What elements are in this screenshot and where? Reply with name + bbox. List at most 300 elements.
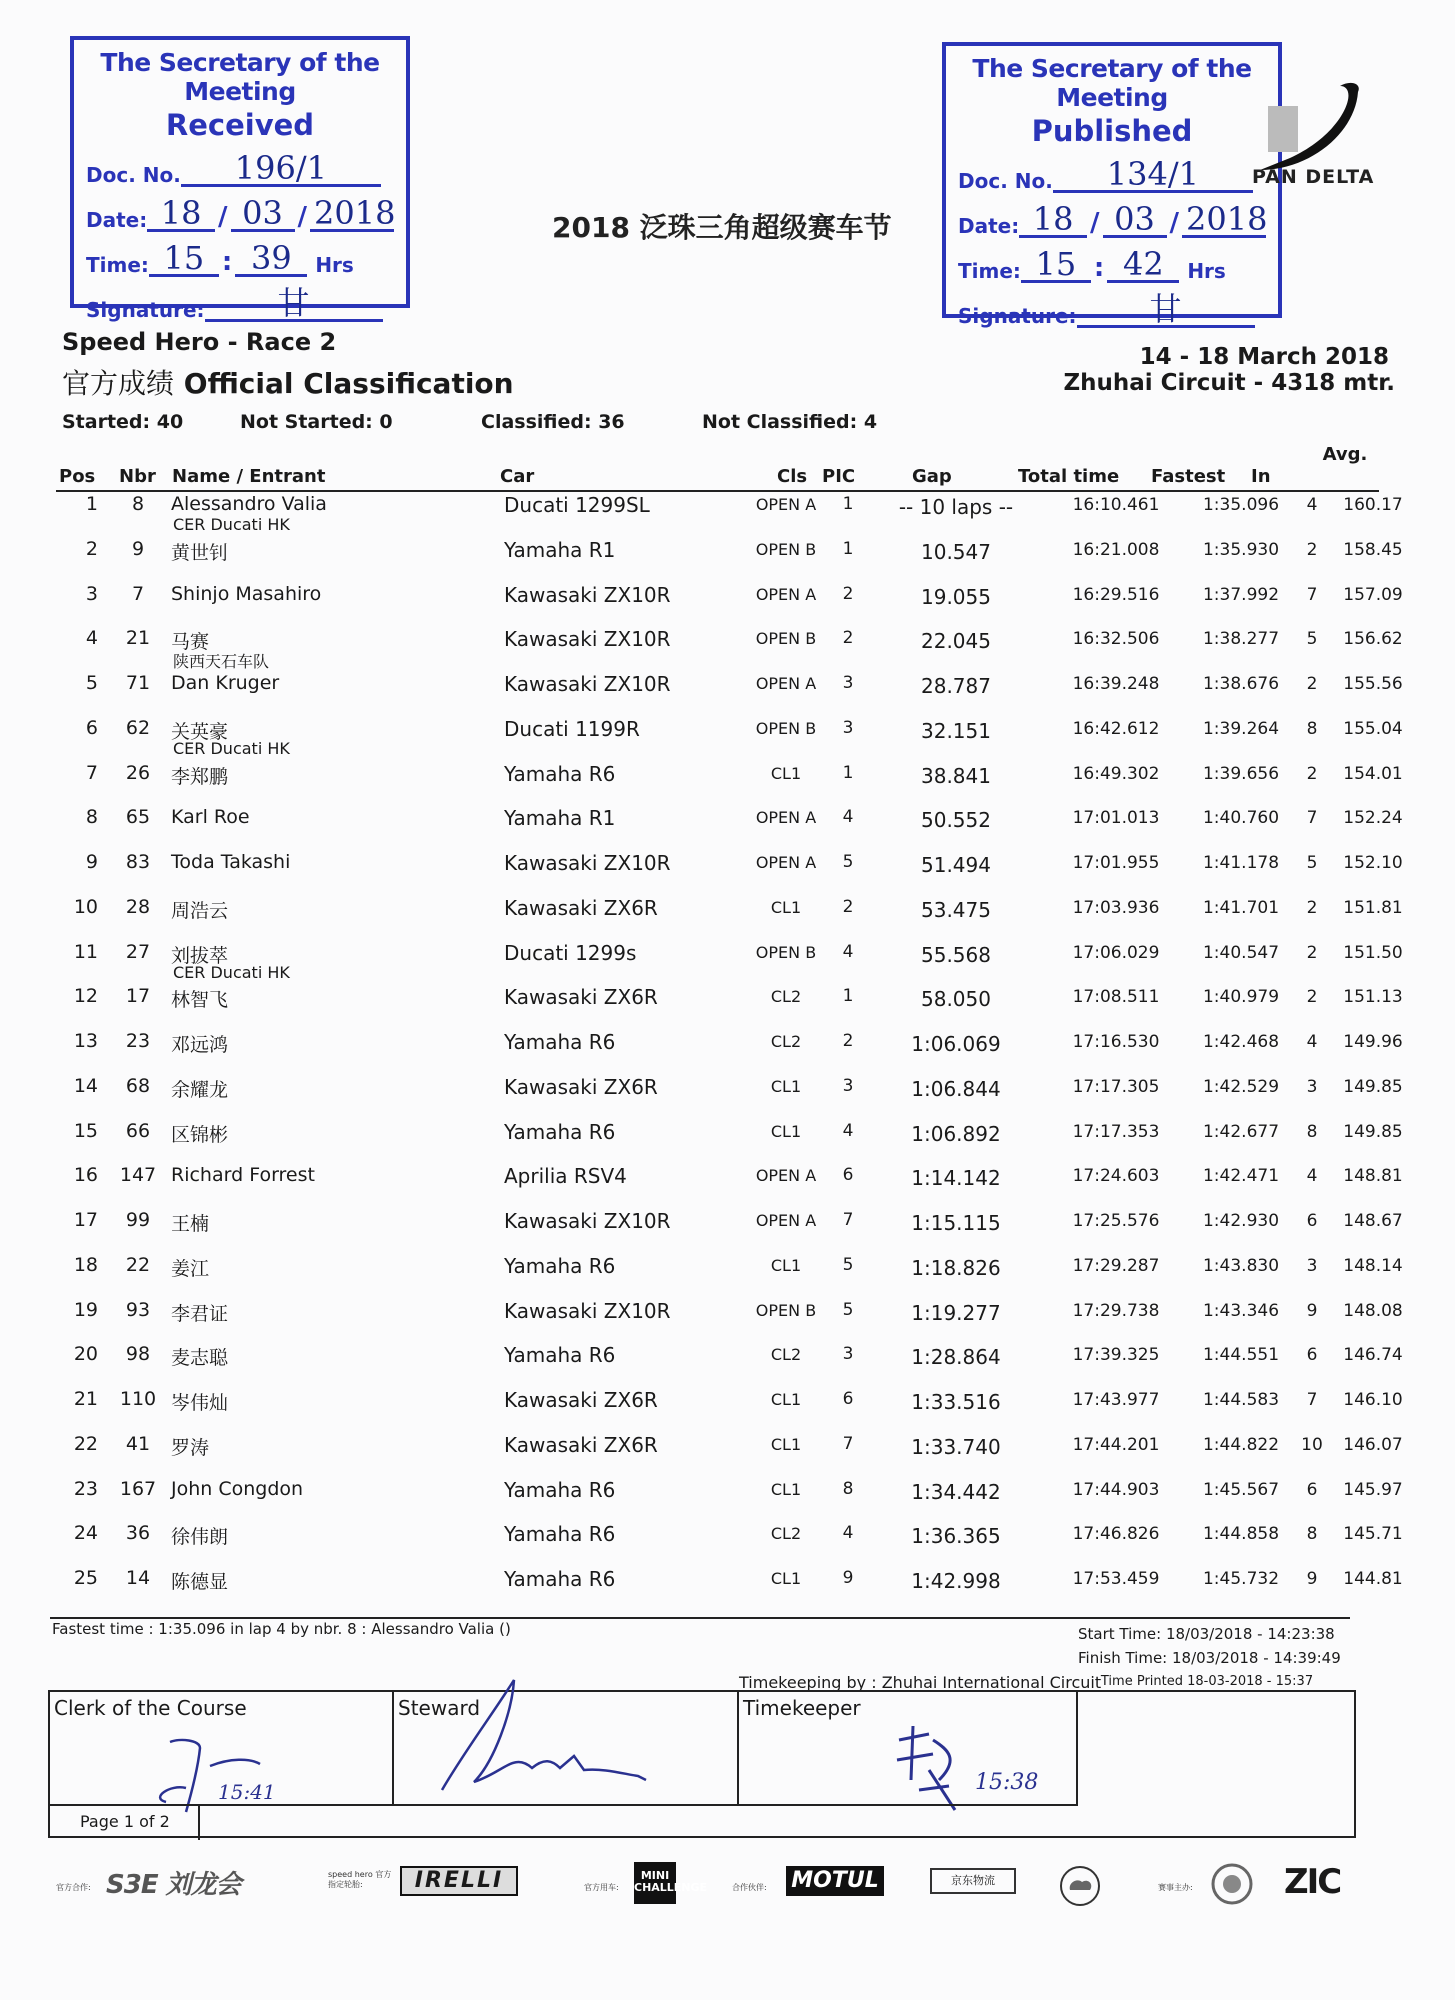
stamp-date-year: 2018: [310, 197, 394, 232]
row-avg-speed: 151.13: [1343, 987, 1403, 1008]
event-title: 2018 泛珠三角超级赛车节: [552, 211, 892, 244]
row-driver-name: Alessandro Valia: [171, 493, 327, 515]
row-car: Yamaha R6: [504, 1522, 616, 1547]
row-position: 14: [73, 1074, 98, 1097]
row-position: 8: [85, 806, 98, 829]
row-driver-name: 李君证: [171, 1302, 229, 1325]
footer-divider: [50, 1617, 1350, 1619]
stamp-doc-number: 196/1: [181, 152, 381, 187]
race-name: Speed Hero - Race 2: [62, 328, 337, 356]
row-avg-speed: 149.85: [1343, 1076, 1403, 1097]
row-position: 25: [73, 1567, 98, 1589]
row-pic: 8: [842, 1478, 854, 1499]
row-fastest-in-lap: 2: [1306, 987, 1318, 1008]
stamp-date-label: Date:: [86, 208, 148, 232]
row-number: 99: [125, 1209, 151, 1231]
row-total-time: 17:17.305: [1072, 1076, 1160, 1097]
row-class: CL2: [770, 987, 802, 1007]
stamp-time-hour: 15: [149, 242, 219, 277]
row-fastest-lap: 1:43.830: [1202, 1255, 1280, 1276]
row-pic: 3: [842, 717, 854, 738]
table-row: [56, 895, 1403, 940]
row-position: 18: [73, 1253, 98, 1276]
row-avg-speed: 145.71: [1343, 1524, 1403, 1545]
row-position: 17: [73, 1209, 98, 1231]
row-fastest-in-lap: 2: [1306, 674, 1318, 694]
row-class: CL1: [770, 1390, 802, 1409]
row-car: Yamaha R1: [504, 806, 616, 831]
row-pic: 3: [842, 673, 854, 693]
stamp-time-row: Time: 15 : 42 Hrs: [958, 245, 1226, 283]
row-position: 9: [85, 851, 98, 873]
steward-signature: [434, 1672, 684, 1797]
row-gap: 51.494: [921, 853, 991, 877]
stamp-doc-number: 134/1: [1053, 158, 1253, 193]
row-number: 14: [125, 1567, 151, 1589]
row-fastest-lap: 1:38.277: [1202, 629, 1280, 650]
mini-challenge-logo: MINI CHALLENGE: [634, 1862, 676, 1904]
row-position: 15: [73, 1119, 98, 1142]
row-fastest-lap: 1:42.930: [1202, 1211, 1280, 1231]
published-stamp: [942, 42, 1282, 328]
row-class: OPEN A: [755, 1211, 817, 1230]
row-total-time: 17:08.511: [1072, 987, 1160, 1008]
row-class: CL1: [770, 1121, 802, 1141]
row-avg-speed: 155.04: [1343, 718, 1403, 739]
header-total-time: Total time: [1018, 466, 1120, 487]
row-fastest-in-lap: 3: [1306, 1255, 1318, 1276]
row-car: Kawasaki ZX6R: [504, 985, 658, 1010]
stamp-doc-row: [958, 155, 1266, 193]
row-gap: 58.050: [921, 987, 991, 1012]
row-class: CL2: [770, 1032, 802, 1051]
row-driver-name: 邓远鸿: [171, 1034, 229, 1056]
row-fastest-lap: 1:44.822: [1202, 1434, 1280, 1455]
stamp-date-day: 18: [147, 197, 215, 232]
stamp-date-month: 03: [231, 197, 295, 232]
row-position: 5: [85, 672, 98, 694]
row-driver-name: 岑伟灿: [171, 1392, 229, 1414]
row-car: Kawasaki ZX6R: [504, 1388, 658, 1412]
stamp-time-minute: 39: [235, 242, 307, 277]
row-fastest-in-lap: 4: [1306, 1166, 1318, 1187]
row-class: OPEN A: [755, 674, 817, 693]
stamp-signature: 甘: [1077, 293, 1255, 328]
row-pic: 2: [842, 1031, 854, 1051]
row-car: Yamaha R6: [504, 1343, 616, 1368]
steward-label: Steward: [398, 1696, 481, 1720]
stamp-hrs-label: Hrs: [315, 253, 354, 277]
row-driver-name: 关英豪: [171, 720, 229, 743]
row-fastest-lap: 1:45.567: [1202, 1479, 1280, 1500]
table-row: [56, 627, 1403, 672]
row-number: 68: [125, 1074, 151, 1097]
row-gap: 19.055: [921, 584, 991, 609]
speed-hero-label: speed hero 官方指定轮胎:: [328, 1870, 392, 1889]
row-pic: 4: [842, 1523, 854, 1544]
row-avg-speed: 146.74: [1343, 1345, 1403, 1366]
not-classified-count: Not Classified: 4: [702, 411, 878, 433]
row-gap: 38.841: [921, 763, 991, 788]
row-class: CL2: [770, 1345, 802, 1365]
signature-footer-row: [50, 1804, 1078, 1838]
row-avg-speed: 148.08: [1343, 1300, 1403, 1321]
table-row: [56, 1074, 1403, 1119]
row-gap: 22.045: [921, 629, 991, 654]
finish-time: Finish Time: 18/03/2018 - 14:39:49: [1078, 1649, 1341, 1667]
row-driver-name: 区锦彬: [171, 1123, 229, 1146]
row-class: OPEN B: [755, 1300, 817, 1320]
row-fastest-lap: 1:37.992: [1202, 584, 1280, 605]
row-position: 23: [73, 1477, 98, 1500]
row-gap: 55.568: [921, 942, 991, 967]
row-fastest-lap: 1:42.471: [1202, 1166, 1280, 1187]
row-gap: 1:06.844: [911, 1076, 1001, 1101]
row-driver-name: Karl Roe: [171, 806, 250, 829]
table-row: [56, 1522, 1403, 1566]
row-avg-speed: 156.62: [1343, 629, 1403, 650]
row-avg-speed: 148.14: [1343, 1255, 1403, 1276]
row-position: 16: [73, 1164, 98, 1187]
row-fastest-in-lap: 4: [1306, 495, 1318, 515]
row-fastest-lap: 1:35.096: [1202, 495, 1280, 515]
row-driver-name: 刘拔萃: [171, 944, 229, 967]
row-class: OPEN A: [755, 584, 817, 604]
coop-label: 合作伙伴:: [732, 1883, 767, 1892]
row-fastest-in-lap: 9: [1306, 1569, 1318, 1589]
row-car: Kawasaki ZX10R: [504, 1298, 671, 1323]
table-row: [56, 1253, 1403, 1298]
stamp-signature-label: Signature:: [958, 304, 1077, 328]
row-avg-speed: 155.56: [1343, 674, 1403, 694]
race-times: [1078, 1622, 1356, 1694]
table-row: [56, 1388, 1403, 1432]
row-pic: 7: [842, 1210, 854, 1230]
stamp-time-hour: 15: [1021, 248, 1091, 283]
stamp-title: The Secretary of the Meeting: [972, 54, 1252, 112]
row-avg-speed: 148.81: [1343, 1166, 1403, 1187]
header-name: Name / Entrant: [172, 466, 326, 487]
stamp-time-label: Time:: [958, 259, 1021, 283]
row-driver-name: John Congdon: [171, 1477, 304, 1500]
row-position: 6: [85, 716, 98, 739]
row-class: OPEN A: [755, 1166, 817, 1186]
row-car: Ducati 1299s: [504, 940, 637, 965]
row-position: 13: [73, 1030, 98, 1052]
stamp-doc-label: Doc. No.: [86, 163, 181, 187]
row-car: Ducati 1299SL: [504, 493, 650, 517]
row-number: 167: [119, 1477, 157, 1500]
row-car: Kawasaki ZX10R: [504, 851, 671, 875]
row-car: Kawasaki ZX10R: [504, 672, 671, 696]
row-class: OPEN B: [755, 539, 817, 559]
stamp-date-row: Date: 18 / 03 / 2018: [958, 200, 1268, 238]
row-number: 23: [125, 1030, 151, 1052]
stamp-date-label: Date:: [958, 214, 1020, 238]
row-number: 21: [125, 627, 151, 650]
row-total-time: 16:10.461: [1072, 495, 1160, 515]
row-total-time: 17:43.977: [1072, 1390, 1160, 1410]
row-total-time: 17:17.353: [1072, 1121, 1160, 1142]
row-number: 147: [119, 1164, 157, 1187]
row-total-time: 17:01.013: [1072, 808, 1160, 829]
row-car: Yamaha R6: [504, 1253, 616, 1278]
row-total-time: 17:39.325: [1072, 1345, 1160, 1366]
row-class: OPEN B: [755, 629, 817, 649]
row-pic: 9: [842, 1568, 854, 1588]
start-time: Start Time: 18/03/2018 - 14:23:38: [1078, 1625, 1335, 1643]
header-fastest: Fastest: [1151, 466, 1226, 487]
row-car: Kawasaki ZX10R: [504, 582, 671, 607]
row-fastest-lap: 1:35.930: [1202, 539, 1280, 560]
row-pic: 3: [842, 1075, 854, 1096]
row-gap: 50.552: [921, 808, 991, 833]
row-fastest-lap: 1:40.547: [1202, 942, 1280, 963]
row-position: 1: [85, 493, 98, 515]
row-position: 12: [73, 985, 98, 1008]
table-row: [56, 716, 1403, 761]
row-number: 110: [119, 1388, 157, 1410]
row-driver-name: 余耀龙: [171, 1078, 229, 1101]
row-total-time: 17:29.287: [1072, 1255, 1160, 1276]
row-fastest-in-lap: 5: [1306, 853, 1318, 873]
row-avg-speed: 157.09: [1343, 584, 1403, 605]
row-pic: 2: [842, 583, 854, 604]
row-fastest-in-lap: 3: [1306, 1076, 1318, 1097]
page-indicator: Page 1 of 2: [50, 1806, 200, 1840]
row-driver-name: 麦志聪: [171, 1347, 229, 1370]
row-fastest-in-lap: 2: [1306, 942, 1318, 963]
row-gap: 1:18.826: [911, 1255, 1001, 1280]
row-fastest-lap: 1:44.858: [1202, 1524, 1280, 1545]
stamp-status: Received: [165, 108, 315, 142]
row-number: 98: [125, 1343, 151, 1366]
row-position: 7: [85, 761, 98, 784]
row-position: 20: [73, 1343, 98, 1366]
row-entrant: CER Ducati HK: [173, 962, 290, 982]
results-table-header: [56, 446, 1379, 492]
row-class: CL1: [770, 1255, 802, 1275]
row-driver-name: 罗涛: [171, 1436, 210, 1459]
row-class: CL1: [770, 1076, 802, 1096]
row-fastest-in-lap: 4: [1306, 1032, 1318, 1052]
row-fastest-in-lap: 6: [1306, 1345, 1318, 1366]
row-total-time: 17:44.201: [1072, 1434, 1160, 1455]
row-car: Ducati 1199R: [504, 716, 640, 741]
row-fastest-lap: 1:42.529: [1202, 1076, 1280, 1097]
stamp-hrs-label: Hrs: [1187, 259, 1226, 283]
motul-logo: MOTUL: [786, 1866, 884, 1896]
table-row: [56, 761, 1403, 806]
row-gap: 1:42.998: [911, 1569, 1001, 1593]
row-class: OPEN A: [755, 853, 817, 872]
row-gap: 1:19.277: [911, 1300, 1001, 1325]
row-total-time: 17:06.029: [1072, 942, 1160, 963]
clerk-signature-cell: [50, 1692, 394, 1804]
row-driver-name: 姜江: [171, 1257, 210, 1280]
row-position: 21: [73, 1388, 98, 1410]
row-avg-speed: 149.85: [1343, 1121, 1403, 1142]
row-number: 71: [125, 672, 151, 694]
row-pic: 4: [842, 941, 854, 962]
row-avg-speed: 146.07: [1343, 1434, 1403, 1455]
row-gap: 53.475: [921, 897, 991, 922]
row-car: Kawasaki ZX10R: [504, 1209, 671, 1233]
row-gap: 1:36.365: [911, 1524, 1001, 1549]
row-pic: 2: [842, 896, 854, 917]
row-class: CL2: [770, 1524, 802, 1544]
table-row: [56, 1432, 1403, 1477]
row-fastest-lap: 1:42.468: [1202, 1032, 1280, 1052]
stamp-doc-row: [86, 149, 394, 187]
pirelli-logo: IRELLI: [400, 1866, 518, 1896]
row-number: 7: [131, 582, 145, 605]
row-total-time: 16:21.008: [1072, 539, 1160, 560]
row-pic: 4: [842, 1120, 854, 1141]
row-position: 4: [85, 627, 98, 650]
row-entrant: CER Ducati HK: [173, 738, 290, 758]
row-number: 65: [125, 806, 151, 829]
header-nbr: Nbr: [119, 466, 156, 487]
row-class: OPEN A: [755, 495, 817, 514]
row-total-time: 16:49.302: [1072, 763, 1160, 784]
row-avg-speed: 151.81: [1343, 897, 1403, 918]
table-row: [56, 806, 1403, 850]
row-number: 41: [125, 1432, 151, 1455]
row-fastest-lap: 1:39.264: [1202, 718, 1280, 739]
row-fastest-lap: 1:41.178: [1202, 853, 1280, 873]
stamp-signature-row: [86, 284, 394, 322]
row-fastest-lap: 1:44.583: [1202, 1390, 1280, 1410]
stamp-time-row: Time: 15 : 39 Hrs: [86, 239, 354, 277]
stamp-status: Published: [1031, 114, 1193, 148]
row-class: CL1: [770, 897, 802, 917]
row-fastest-in-lap: 6: [1306, 1211, 1318, 1231]
row-gap: 1:28.864: [911, 1345, 1001, 1370]
table-row: [56, 1298, 1403, 1343]
zic-logo: ZIC: [1284, 1862, 1341, 1902]
row-total-time: 17:25.576: [1072, 1211, 1160, 1231]
row-fastest-in-lap: 6: [1306, 1479, 1318, 1500]
row-fastest-lap: 1:45.732: [1202, 1569, 1280, 1589]
row-class: OPEN B: [755, 942, 817, 962]
row-number: 9: [131, 537, 145, 560]
row-pic: 7: [842, 1433, 854, 1454]
row-class: OPEN A: [755, 808, 817, 828]
car-label: 官方用车:: [584, 1883, 619, 1892]
row-fastest-in-lap: 10: [1301, 1434, 1323, 1455]
table-row: [56, 851, 1403, 895]
header-car: Car: [500, 466, 535, 487]
row-fastest-in-lap: 2: [1306, 897, 1318, 918]
row-pic: 6: [842, 1165, 854, 1186]
row-avg-speed: 144.81: [1343, 1569, 1403, 1589]
header-gap: Gap: [912, 466, 952, 487]
table-row: [56, 582, 1403, 627]
row-fastest-in-lap: 7: [1306, 1390, 1318, 1410]
row-fastest-in-lap: 8: [1306, 718, 1318, 739]
row-fastest-lap: 1:44.551: [1202, 1345, 1280, 1366]
time-printed: Time Printed 18-03-2018 - 15:37: [1100, 1674, 1314, 1689]
row-position: 3: [85, 582, 98, 605]
row-pic: 6: [842, 1389, 854, 1409]
row-gap: 32.151: [921, 718, 991, 743]
row-avg-speed: 152.10: [1343, 853, 1403, 873]
table-row: [56, 1567, 1403, 1611]
row-pic: 1: [842, 986, 854, 1007]
row-number: 17: [125, 985, 151, 1008]
stamp-signature: 甘: [205, 287, 383, 322]
table-row: [56, 1209, 1403, 1253]
row-number: 8: [131, 493, 145, 515]
signature-grid: [48, 1690, 1356, 1838]
row-number: 27: [125, 940, 151, 963]
row-total-time: 17:44.903: [1072, 1479, 1160, 1500]
row-total-time: 17:16.530: [1072, 1032, 1160, 1052]
row-position: 24: [73, 1522, 98, 1545]
row-position: 10: [73, 895, 98, 918]
header-avg: Avg.: [1322, 444, 1368, 465]
row-fastest-in-lap: 8: [1306, 1524, 1318, 1545]
row-class: CL1: [770, 1434, 802, 1454]
row-pic: 5: [842, 1254, 854, 1275]
table-row: [56, 1030, 1403, 1074]
row-pic: 1: [842, 538, 854, 559]
row-driver-name: 林智飞: [171, 989, 229, 1012]
row-class: CL1: [770, 1569, 802, 1588]
row-avg-speed: 154.01: [1343, 763, 1403, 784]
row-car: Yamaha R6: [504, 1567, 616, 1591]
row-number: 66: [125, 1119, 151, 1142]
stamp-date-row: Date: 18 / 03 / 2018: [86, 194, 396, 232]
table-row: [56, 985, 1403, 1029]
row-car: Yamaha R6: [504, 1119, 616, 1144]
row-class: CL1: [770, 763, 802, 783]
row-fastest-lap: 1:43.346: [1202, 1300, 1280, 1321]
row-pic: 4: [842, 807, 854, 828]
row-number: 36: [125, 1522, 151, 1545]
row-entrant: 陕西天石车队: [173, 652, 270, 672]
stamp-time-label: Time:: [86, 253, 149, 277]
row-total-time: 16:42.612: [1072, 718, 1160, 739]
row-pic: 3: [842, 1344, 854, 1365]
classified-count: Classified: 36: [481, 411, 625, 433]
row-gap: 10.547: [921, 539, 991, 564]
row-gap: 28.787: [921, 674, 991, 698]
steward-signature-cell: [394, 1692, 739, 1804]
row-number: 62: [125, 716, 151, 739]
row-total-time: 17:01.955: [1072, 853, 1160, 873]
row-gap: -- 10 laps --: [898, 495, 1014, 519]
row-fastest-in-lap: 2: [1306, 539, 1318, 560]
row-pic: 5: [842, 1299, 854, 1320]
row-fastest-in-lap: 8: [1306, 1121, 1318, 1142]
fastest-time-note: Fastest time : 1:35.096 in lap 4 by nbr. 8 : Alessandro Valia (): [52, 1620, 511, 1638]
row-number: 26: [125, 761, 151, 784]
stamp-doc-label: Doc. No.: [958, 169, 1053, 193]
row-total-time: 17:03.936: [1072, 897, 1160, 918]
timekeeping-by: Timekeeping by : Zhuhai International Circuit: [739, 1673, 1102, 1692]
row-entrant: CER Ducati HK: [173, 515, 290, 534]
row-car: Kawasaki ZX6R: [504, 895, 658, 920]
row-fastest-in-lap: 2: [1306, 763, 1318, 784]
row-pic: 1: [842, 762, 854, 783]
header-pos: Pos: [59, 466, 96, 487]
row-driver-name: 徐伟朗: [171, 1526, 229, 1549]
row-avg-speed: 158.45: [1343, 539, 1403, 560]
row-pic: 5: [842, 852, 854, 872]
cloud-logo: [1058, 1864, 1102, 1908]
